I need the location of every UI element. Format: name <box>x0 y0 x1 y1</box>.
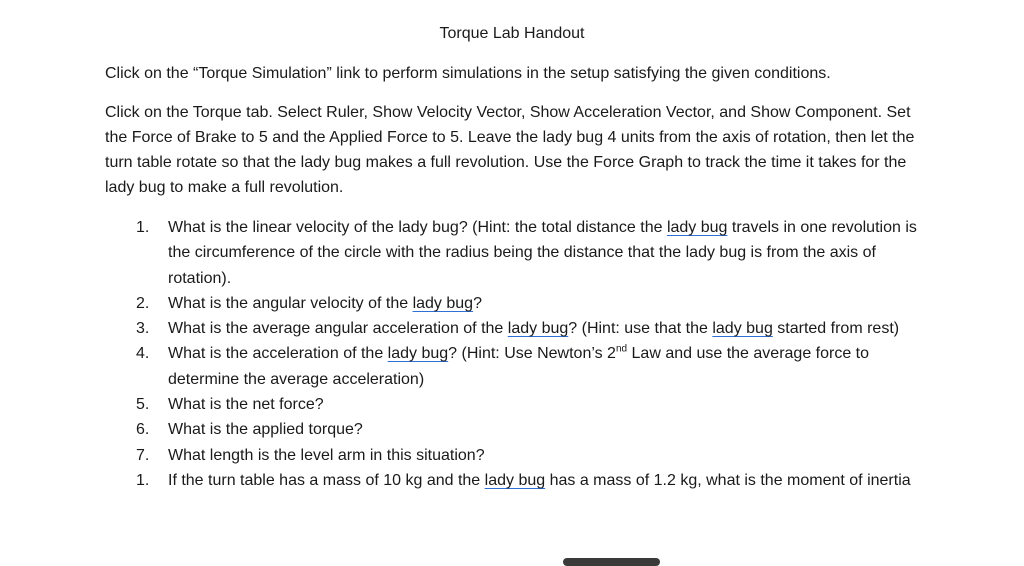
list-number: 5. <box>136 396 150 414</box>
list-item: 3. What is the average angular acceleration of the lady bug? (Hint: use that the lady bug started from rest) <box>105 316 935 341</box>
spellcheck-underlined-word: lady bug <box>712 320 773 338</box>
list-number: 4. <box>136 345 150 363</box>
list-number: 6. <box>136 421 150 439</box>
list-item: 5. What is the net force? <box>105 392 935 417</box>
list-item: 6. What is the applied torque? <box>105 417 935 442</box>
spellcheck-underlined-word: lady bug <box>666 219 728 236</box>
scrollbar-thumb[interactable] <box>563 558 660 566</box>
instructions-paragraph: Click on the Torque tab. Select Ruler, Show Velocity Vector, Show Acceleration Vector, and Show Component. Set the Force of Brake to 5 and the Applied Force to 5. Leave the lady bug 4 units from the axis of rotation, then let the turn table rotate so that the lady bug makes a full revolution. Use the Force Graph to track the time it takes for the lady bug to make a full revolution. <box>105 104 915 196</box>
list-item: 1. What is the linear velocity of the lady bug? (Hint: the total distance the lady bug travels in one revolution is the circumference of the circle with the radius being the distance that the lady bug is from the axis of rotation). <box>105 215 935 291</box>
spellcheck-underlined-word: lady bug <box>507 320 569 338</box>
list-item: 4. What is the acceleration of the lady bug? (Hint: Use Newton’s 2nd Law and use the average force to determine the average acceleration) <box>105 341 935 392</box>
page-title: Torque Lab Handout <box>439 25 585 42</box>
list-number: 3. <box>136 320 150 338</box>
list-item: 2. What is the angular velocity of the lady bug? <box>105 291 935 316</box>
questions-list <box>105 215 935 493</box>
spellcheck-underlined-word: lady bug <box>387 345 449 363</box>
list-number: 1. <box>136 219 150 236</box>
list-number: 7. <box>136 446 150 464</box>
list-item: 7. What length is the level arm in this situation? <box>105 443 935 468</box>
list-number: 2. <box>136 294 150 312</box>
list-number: 1. <box>136 471 150 489</box>
spellcheck-underlined-word: lady bug <box>484 471 546 489</box>
intro-paragraph: Click on the “Torque Simulation” link to perform simulations in the setup satisfying the given conditions. <box>105 65 831 82</box>
spellcheck-underlined-word: lady bug <box>412 294 474 312</box>
list-item: 1. If the turn table has a mass of 10 kg and the lady bug has a mass of 1.2 kg, what is the moment of inertia <box>105 468 935 493</box>
